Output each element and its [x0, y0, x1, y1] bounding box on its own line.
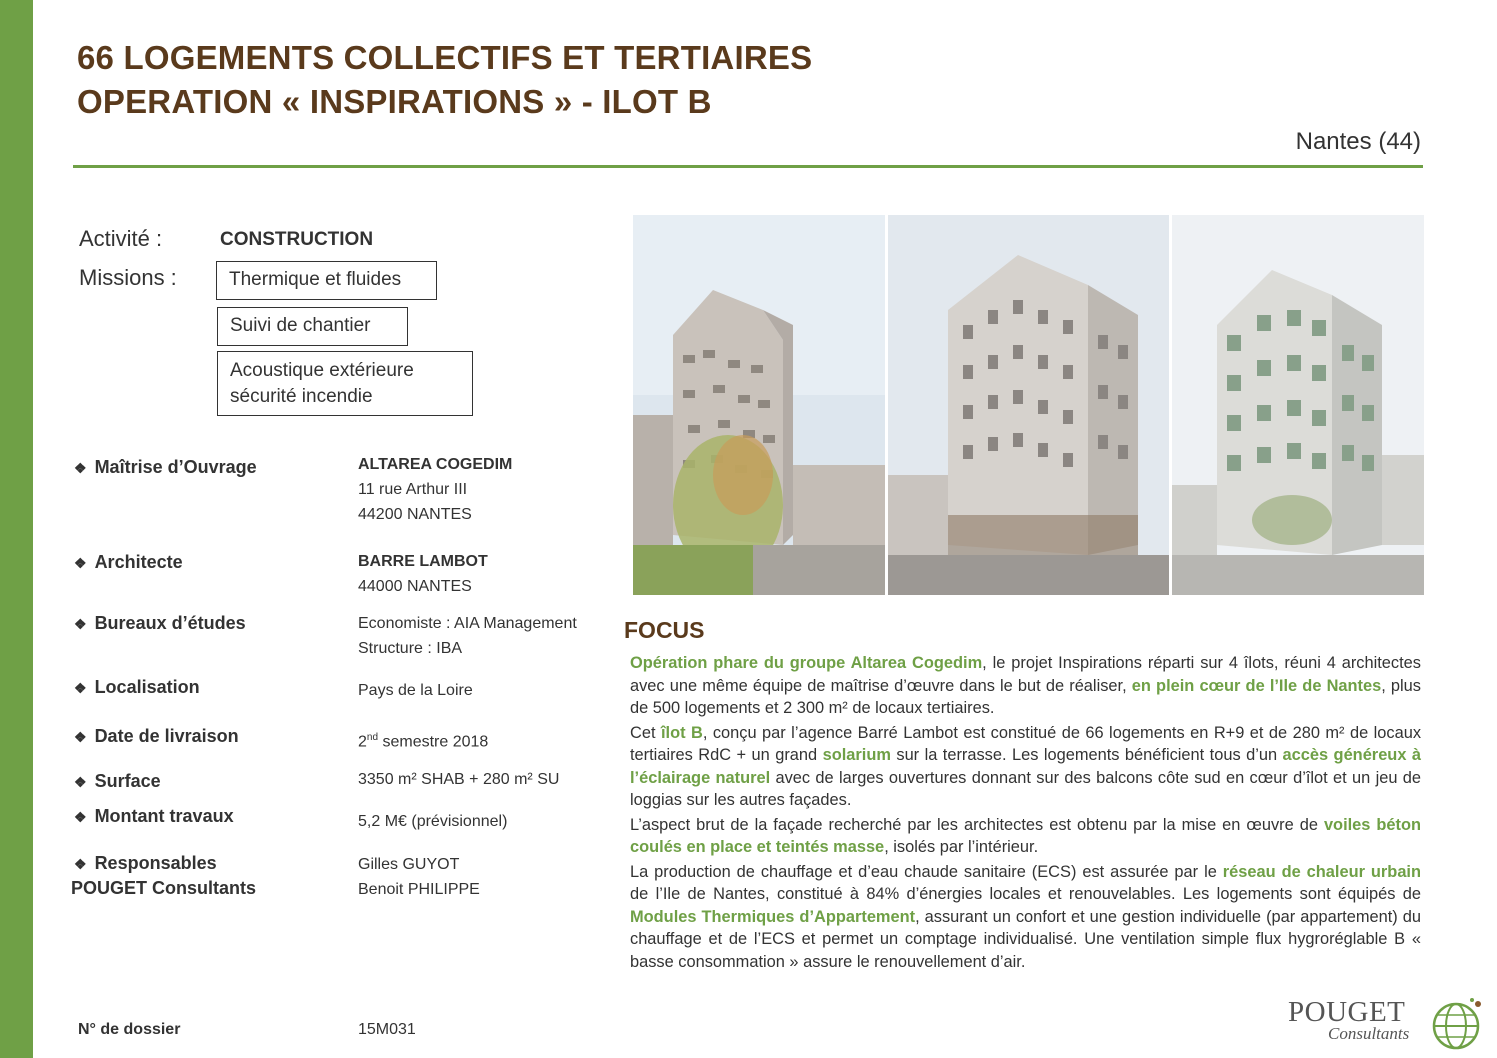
value-architecte: [358, 549, 488, 599]
label-surface: ❖ Surface: [74, 771, 161, 791]
value-bureaux-etudes: [358, 611, 577, 661]
bureaux-line-1: Economiste : AIA Management: [358, 615, 577, 632]
architecte-city: 44000 NANTES: [358, 578, 472, 595]
value-surface: 3350 m² SHAB + 280 m² SU: [358, 771, 560, 788]
diamond-icon: ❖: [74, 856, 87, 872]
value-date-livraison: 2nd semestre 2018: [358, 732, 489, 751]
activite-label: Activité :: [79, 226, 163, 251]
responsable-1: Gilles GUYOT: [358, 856, 460, 873]
mission-box-thermique: [216, 261, 437, 300]
focus-body: [630, 652, 1421, 975]
maitrise-city: 44200 NANTES: [358, 506, 472, 523]
left-accent-bar: [0, 0, 33, 1058]
focus-title: FOCUS: [624, 617, 705, 643]
diamond-icon: ❖: [74, 616, 87, 632]
diamond-icon: ❖: [74, 680, 87, 696]
value-montant-travaux: 5,2 M€ (prévisionnel): [358, 813, 508, 830]
title-line-1: 66 LOGEMENTS COLLECTIFS ET TERTIAIRES: [77, 39, 813, 76]
focus-paragraph-3: L’aspect brut de la façade recherché par les architectes est obtenu par la mise en œuvre de voiles béton coulés en place et teintés masse, isolés par l’intérieur.: [630, 815, 1421, 856]
label-date-livraison: ❖ Date de livraison: [74, 726, 239, 746]
mission-box-acoustique: [217, 351, 473, 416]
mission-item: Thermique et fluides: [229, 269, 402, 290]
architecte-name: BARRE LAMBOT: [358, 553, 488, 570]
focus-paragraph-4: La production de chauffage et d’eau chaude sanitaire (ECS) est assurée par le réseau de chaleur urbain de l’Ile de Nantes, constitué à 84% d’énergies locales et renouvelables. Les logements sont équipés de Modules Thermiques d’Appartement, assurant un confort et une gestion individuelle (par appartement) du chauffage et de l’ECS et permet un comptage individualisé. Une ventilation simple flux hygroréglable B « basse consommation » assure le renouvellement d’air.: [630, 862, 1421, 971]
maitrise-address: 11 rue Arthur III: [358, 481, 468, 498]
label-montant-travaux: ❖ Montant travaux: [74, 806, 234, 826]
responsable-2: Benoit PHILIPPE: [358, 881, 480, 898]
activite-value: CONSTRUCTION: [220, 229, 374, 250]
label-bureaux-etudes: ❖ Bureaux d’études: [74, 613, 246, 633]
diamond-icon: ❖: [74, 774, 87, 790]
focus-paragraph-2: Cet îlot B, conçu par l’agence Barré Lambot est constitué de 66 logements en R+9 et de 280 m² de locaux tertiaires RdC + un grand solarium sur la terrasse. Les logements bénéficient tous d’un accès généreux à l’éclairage naturel avec de larges ouvertures donnant sur des balcons côte sud en cœur d’îlot et un jeu de loggias sur les autres façades.: [630, 723, 1422, 809]
title-line-2: OPERATION « INSPIRATIONS » - ILOT B: [77, 83, 712, 120]
missions-label: Missions :: [79, 265, 177, 290]
logo-name: POUGET: [1288, 996, 1406, 1028]
label-maitrise-ouvrage: ❖ Maîtrise d’Ouvrage: [74, 457, 257, 477]
building-photo-3: [1172, 215, 1424, 595]
city-label: Nantes (44): [1295, 128, 1421, 155]
building-photo-2: [888, 215, 1169, 595]
label-responsables-company: POUGET Consultants: [71, 878, 257, 898]
diamond-icon: ❖: [74, 809, 87, 825]
label-localisation: ❖ Localisation: [74, 677, 200, 697]
focus-paragraph-1: Opération phare du groupe Altarea Cogedim, le projet Inspirations réparti sur 4 îlots, réuni 4 architectes avec une même équipe de maîtrise d’œuvre dans le but de réaliser, en plein cœur de l’Ile de Nantes, plus de 500 logements et 2 300 m² de locaux tertiaires.: [630, 654, 1421, 717]
label-architecte: ❖ Architecte: [74, 552, 183, 572]
header-rule: [73, 165, 1423, 168]
building-photo-1: [633, 215, 885, 595]
globe-icon: [1428, 996, 1484, 1052]
dossier-label: N° de dossier: [78, 1021, 181, 1038]
dossier-value: 15M031: [358, 1021, 416, 1038]
diamond-icon: ❖: [74, 729, 87, 745]
value-maitrise-ouvrage: [358, 452, 512, 527]
value-responsables: [358, 852, 480, 902]
maitrise-name: ALTAREA COGEDIM: [358, 456, 513, 473]
diamond-icon: ❖: [74, 555, 87, 571]
mission-item: Acoustique extérieure: [230, 360, 414, 381]
label-responsables: ❖ Responsables POUGET Consultants: [71, 853, 257, 898]
logo-subtitle: Consultants: [1328, 1024, 1410, 1043]
diamond-icon: ❖: [74, 460, 87, 476]
bureaux-line-2: Structure : IBA: [358, 640, 463, 657]
value-localisation: Pays de la Loire: [358, 682, 473, 699]
mission-item: Suivi de chantier: [230, 315, 371, 336]
mission-box-suivi: [217, 307, 408, 346]
mission-item: sécurité incendie: [230, 386, 373, 407]
page-title: [77, 36, 812, 124]
